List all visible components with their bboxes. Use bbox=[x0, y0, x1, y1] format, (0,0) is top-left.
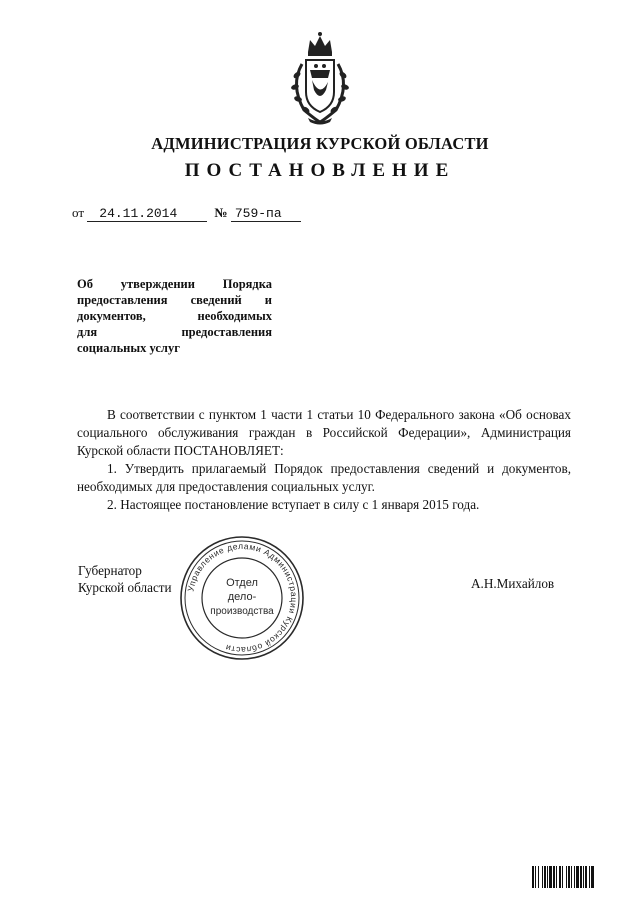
body-intro-paragraph: В соответствии с пунктом 1 части 1 статьи 10 Федерального закона «Об основах социального обслуживания граждан в Российской Федерации», Администрация Курской области ПОСТАНОВЛЯЕТ: bbox=[77, 407, 571, 458]
subject-line: социальных услуг bbox=[77, 341, 180, 355]
barcode bbox=[532, 866, 612, 888]
stamp-center-line: Отдел bbox=[226, 577, 258, 589]
signatory-title bbox=[78, 562, 172, 596]
date-from-label: от bbox=[72, 205, 85, 220]
subject-line: для предоставления bbox=[77, 325, 272, 339]
coat-of-arms-emblem bbox=[280, 30, 360, 125]
document-type-heading: ПОСТАНОВЛЕНИЕ bbox=[184, 160, 456, 181]
administration-title: АДМИНИСТРАЦИЯ КУРСКОЙ ОБЛАСТИ bbox=[151, 134, 489, 153]
signatory-title-line: Курской области bbox=[78, 580, 172, 595]
document-body bbox=[77, 406, 571, 514]
document-date: 24.11.2014 bbox=[87, 207, 207, 222]
subject-line: предоставления сведений и bbox=[77, 293, 272, 307]
subject-line: документов, необходимых bbox=[77, 309, 272, 323]
body-item-1: 1. Утвердить прилагаемый Порядок предоставления сведений и документов, необходимых для предоставления социальных услуг. bbox=[77, 461, 571, 494]
number-label: № bbox=[214, 205, 228, 220]
stamp-center-line: производства bbox=[210, 606, 274, 617]
stamp-center-line: дело- bbox=[227, 591, 257, 603]
subject-line: Об утверждении Порядка bbox=[77, 277, 272, 291]
signatory-title-line: Губернатор bbox=[78, 563, 142, 578]
stamp-ring-text: Управление делами Администрации Курской области bbox=[185, 540, 300, 656]
date-number-line bbox=[72, 205, 301, 222]
body-item-2: 2. Настоящее постановление вступает в силу с 1 января 2015 года. bbox=[107, 497, 480, 512]
document-number: 759-па bbox=[231, 207, 301, 222]
document-subject bbox=[77, 276, 272, 356]
signatory-name: А.Н.Михайлов bbox=[471, 576, 555, 591]
round-stamp bbox=[178, 534, 306, 662]
